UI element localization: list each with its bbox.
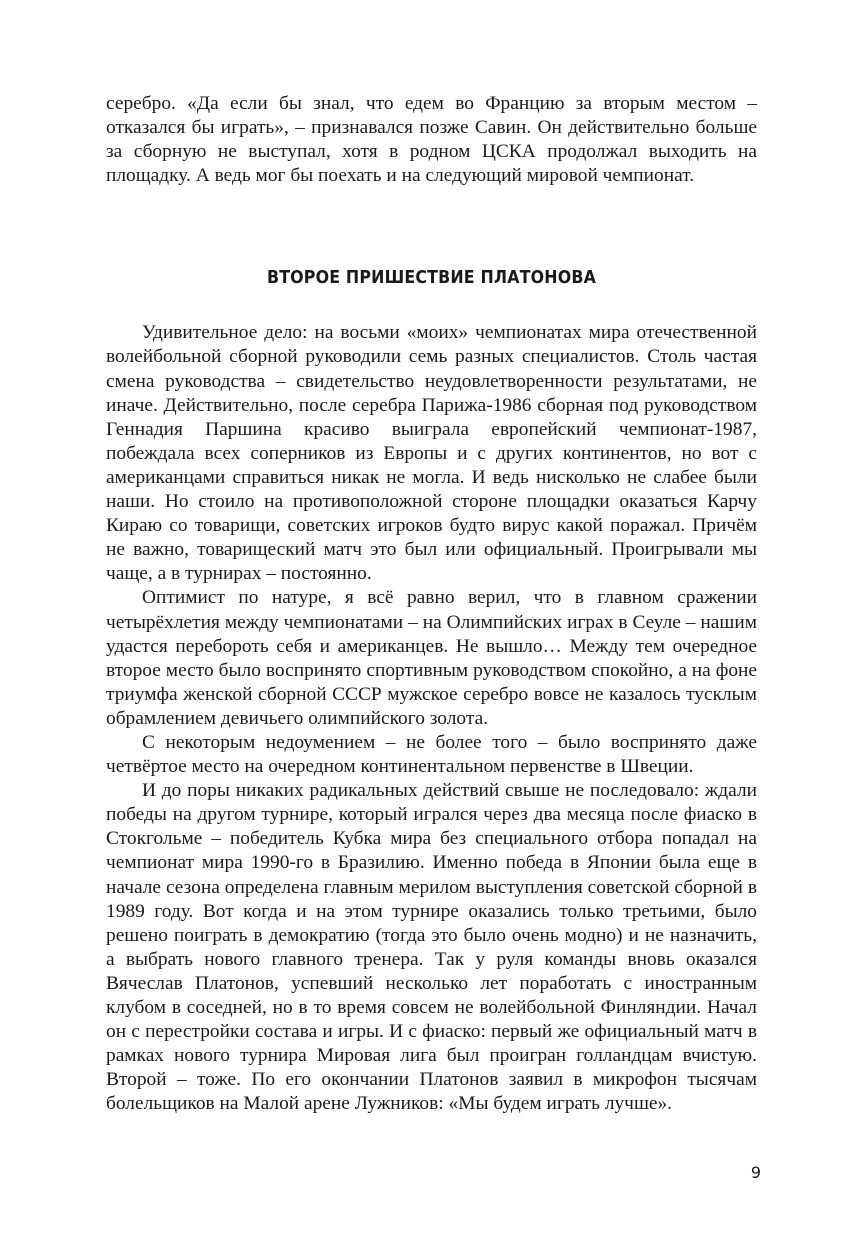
page-number: 9 — [750, 1163, 761, 1182]
paragraph: И до поры никаких радикальных действий свыше не последовало: ждали победы на другом турнире, который игрался через два месяца после фиаско в Стокгольме – победитель Кубка мира без специального отбора попадал на чемпионат мира 1990-го в Бразилию. Именно победа в Японии была еще в начале сезона определена главным мерилом выступления советской сборной в 1989 году. Вот когда и на этом турнире оказались только третьими, было решено поиграть в демократию (тогда это было очень модно) и не назначить, а выбрать нового главного тренера. Так у руля команды вновь оказался Вячеслав Платонов, успевший несколько лет поработать с иностранным клубом в соседней, но в то время совсем не волейбольной Финляндии. Начал он с перестройки состава и игры. И с фиаско: первый же официальный матч в рамках нового турнира Мировая лига был проигран голландцам вчистую. Второй – тоже. По его окончании Платонов заявил в микрофон тысячам болельщиков на Малой арене Лужников: «Мы будем играть лучше». — [106, 780, 757, 1115]
paragraph: Оптимист по натуре, я всё равно верил, что в главном сражении четырёхлетия между чемпионатами – на Олимпийских играх в Сеуле – нашим удастся перебороть себя и американцев. Не вышло… Между тем очередное второе место было воспринято спортивным руководством спокойно, а на фоне триумфа женской сборной СССР мужское серебро вовсе не казалось тусклым обрамлением девичьего олимпийского золота. — [106, 587, 757, 729]
section-heading: ВТОРОЕ ПРИШЕСТВИЕ ПЛАТОНОВА — [266, 267, 597, 289]
paragraph-continuation: серебро. «Да если бы знал, что едем во Францию за вторым местом – отказался бы играть», – признавался позже Савин. Он действительно больше за сборную не выступал, хотя в родном ЦСКА продолжал выходить на площадку. А ведь мог бы поехать и на следующий мировой чемпионат. — [106, 93, 757, 187]
paragraph: Удивительное дело: на восьми «моих» чемпионатах мира отечественной волейбольной сборной руководили семь разных специалистов. Столь частая смена руководства – свидетельство неудовлетворенности результатами, не иначе. Действительно, после серебра Парижа-1986 сборная под руководством Геннадия Паршина красиво выиграла европейский чемпионат-1987, побеждала всех соперников из Европы и с других континентов, но вот с американцами справиться никак не могла. И ведь нисколько не слабее были наши. Но стоило на противоположной стороне площадки оказаться Карчу Кираю со товарищи, советских игроков будто вирус какой поражал. Причём не важно, товарищеский матч это был или официальный. Проигрывали мы чаще, а в турнирах – постоянно. — [106, 322, 757, 585]
page-body — [106, 92, 757, 1116]
paragraph: С некоторым недоумением – не более того – было воспринято даже четвёртое место на очередном континентальном первенстве в Швеции. — [106, 731, 757, 778]
